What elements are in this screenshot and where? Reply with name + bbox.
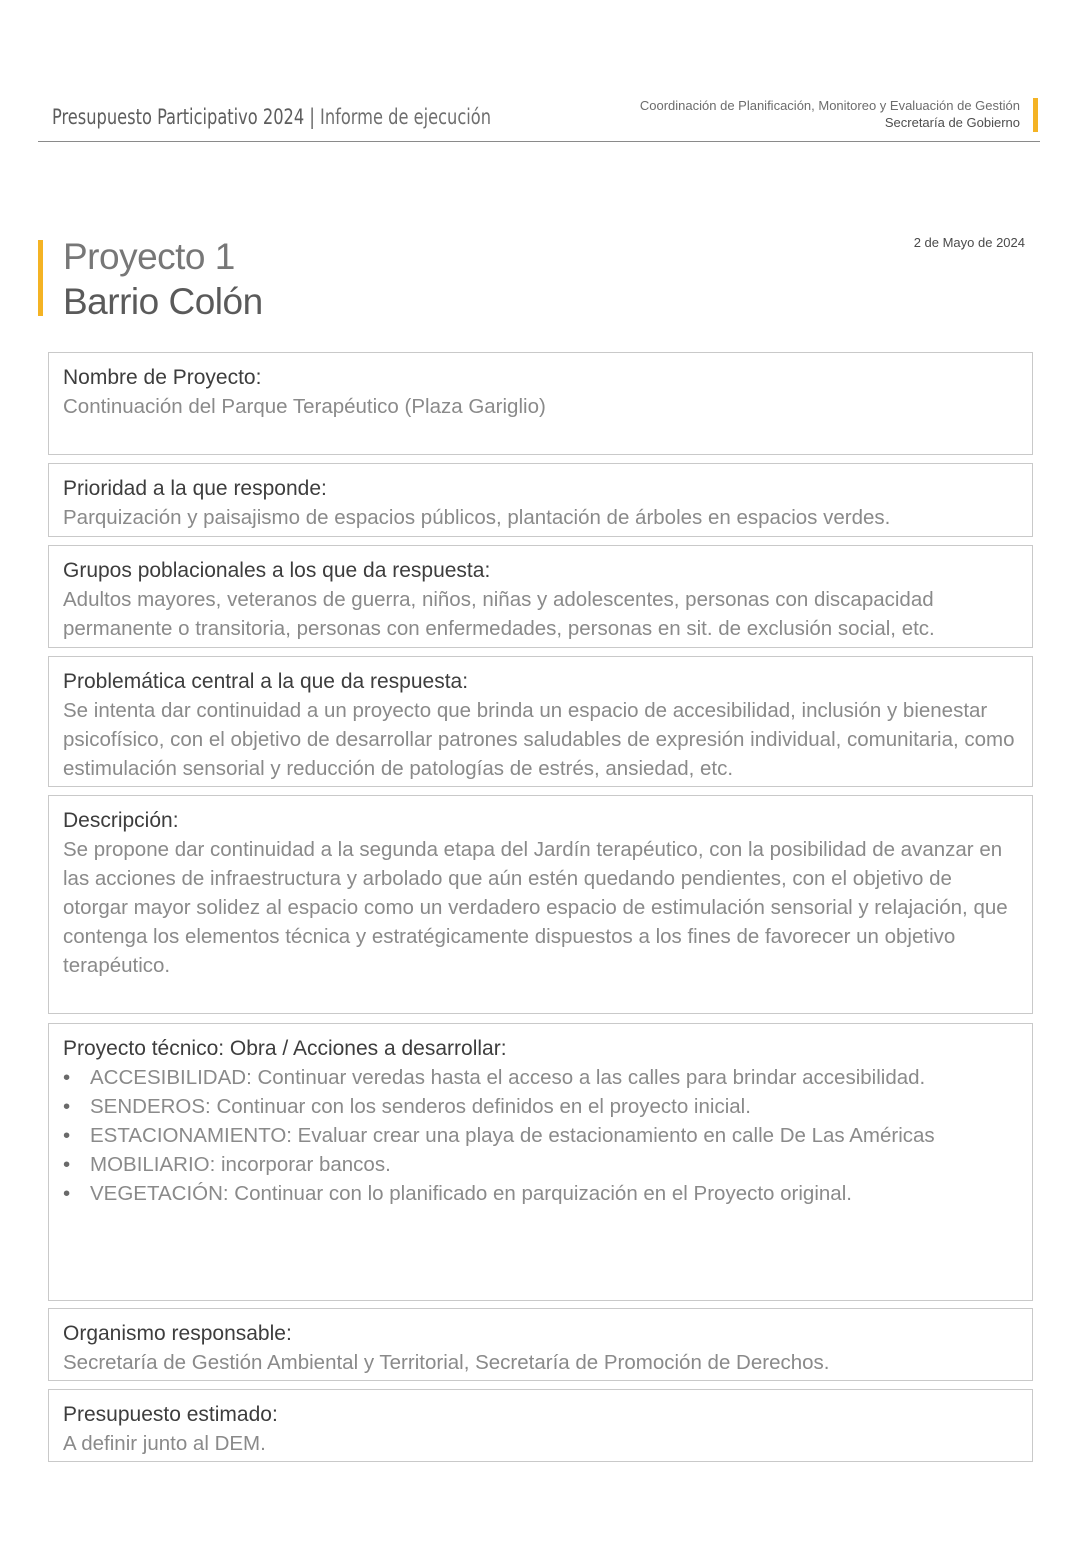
- section-label: Problemática central a la que da respuesta:: [63, 670, 469, 693]
- section-presupuesto: [48, 1389, 1033, 1462]
- section-text: Se intenta dar continuidad a un proyecto que brinda un espacio de accesibilidad, inclusión y bienestar psicofísico, con el objetivo de desarrollar patrones saludables de expresión individual, comunitaria, como estimulación sensorial y reducción de patologías de estrés, ansiedad, etc.: [63, 699, 1015, 780]
- project-number: Proyecto 1: [63, 236, 235, 277]
- header-subtitle: Informe de ejecución: [320, 105, 492, 129]
- project-neighborhood: Barrio Colón: [63, 281, 263, 322]
- section-label: Grupos poblacionales a los que da respuesta:: [63, 559, 491, 582]
- list-item: • VEGETACIÓN: Continuar con lo planificado en parquización en el Proyecto original.: [63, 1179, 1018, 1208]
- section-text: Se propone dar continuidad a la segunda etapa del Jardín terapéutico, con la posibilidad de avanzar en las acciones de infraestructura y arbolado que aún estén quedando pendientes, con el objetivo de otorgar mayor solidez al espacio como un verdadero espacio de estimulación sensorial y relajación, que contenga los elementos técnica y estratégicamente dispuestos a los fines de favorecer un objetivo terapéutico.: [63, 838, 1008, 977]
- title-accent-bar: [38, 240, 43, 316]
- section-label: Descripción:: [63, 809, 179, 832]
- section-text: Adultos mayores, veteranos de guerra, niños, niñas y adolescentes, personas con discapacidad permanente o transitoria, personas con enfermedades, personas en sit. de exclusión social, etc.: [63, 588, 935, 640]
- section-prioridad: [48, 463, 1033, 537]
- section-descripcion: [48, 795, 1033, 1014]
- section-nombre: [48, 352, 1033, 455]
- section-label: Proyecto técnico: Obra / Acciones a desarrollar:: [63, 1037, 507, 1060]
- section-label: Nombre de Proyecto:: [63, 366, 262, 389]
- action-list: [63, 1063, 1018, 1208]
- section-problematica: [48, 656, 1033, 787]
- list-item: • MOBILIARIO: incorporar bancos.: [63, 1150, 1018, 1179]
- header-accent-bar: [1033, 98, 1038, 132]
- header-org-line1: Coordinación de Planificación, Monitoreo y Evaluación de Gestión: [639, 98, 1020, 113]
- section-text: Parquización y paisajismo de espacios públicos, plantación de árboles en espacios verdes.: [63, 506, 891, 529]
- section-label: Presupuesto estimado:: [63, 1403, 278, 1426]
- document-date: 2 de Mayo de 2024: [913, 235, 1025, 250]
- header-organization: [640, 97, 1020, 131]
- section-grupos: [48, 545, 1033, 648]
- header-title: Presupuesto Participativo 2024: [52, 105, 305, 129]
- header-title-group: [52, 105, 491, 129]
- list-item: • ESTACIONAMIENTO: Evaluar crear una playa de estacionamiento en calle De Las Américas: [63, 1121, 1018, 1150]
- list-item: • ACCESIBILIDAD: Continuar veredas hasta el acceso a las calles para brindar accesibilidad.: [63, 1063, 1018, 1092]
- header-separator: |: [309, 105, 315, 129]
- section-label: Prioridad a la que responde:: [63, 477, 327, 500]
- document-header: [38, 95, 1040, 142]
- project-title: [63, 234, 263, 324]
- list-item: • SENDEROS: Continuar con los senderos definidos en el proyecto inicial.: [63, 1092, 1018, 1121]
- section-organismo: [48, 1308, 1033, 1381]
- section-text: Continuación del Parque Terapéutico (Plaza Gariglio): [63, 395, 546, 418]
- section-tecnico: [48, 1023, 1033, 1301]
- section-text: Secretaría de Gestión Ambiental y Territorial, Secretaría de Promoción de Derechos.: [63, 1351, 830, 1374]
- section-label: Organismo responsable:: [63, 1322, 292, 1345]
- header-org-line2: Secretaría de Gobierno: [884, 115, 1020, 130]
- section-text: A definir junto al DEM.: [63, 1432, 266, 1455]
